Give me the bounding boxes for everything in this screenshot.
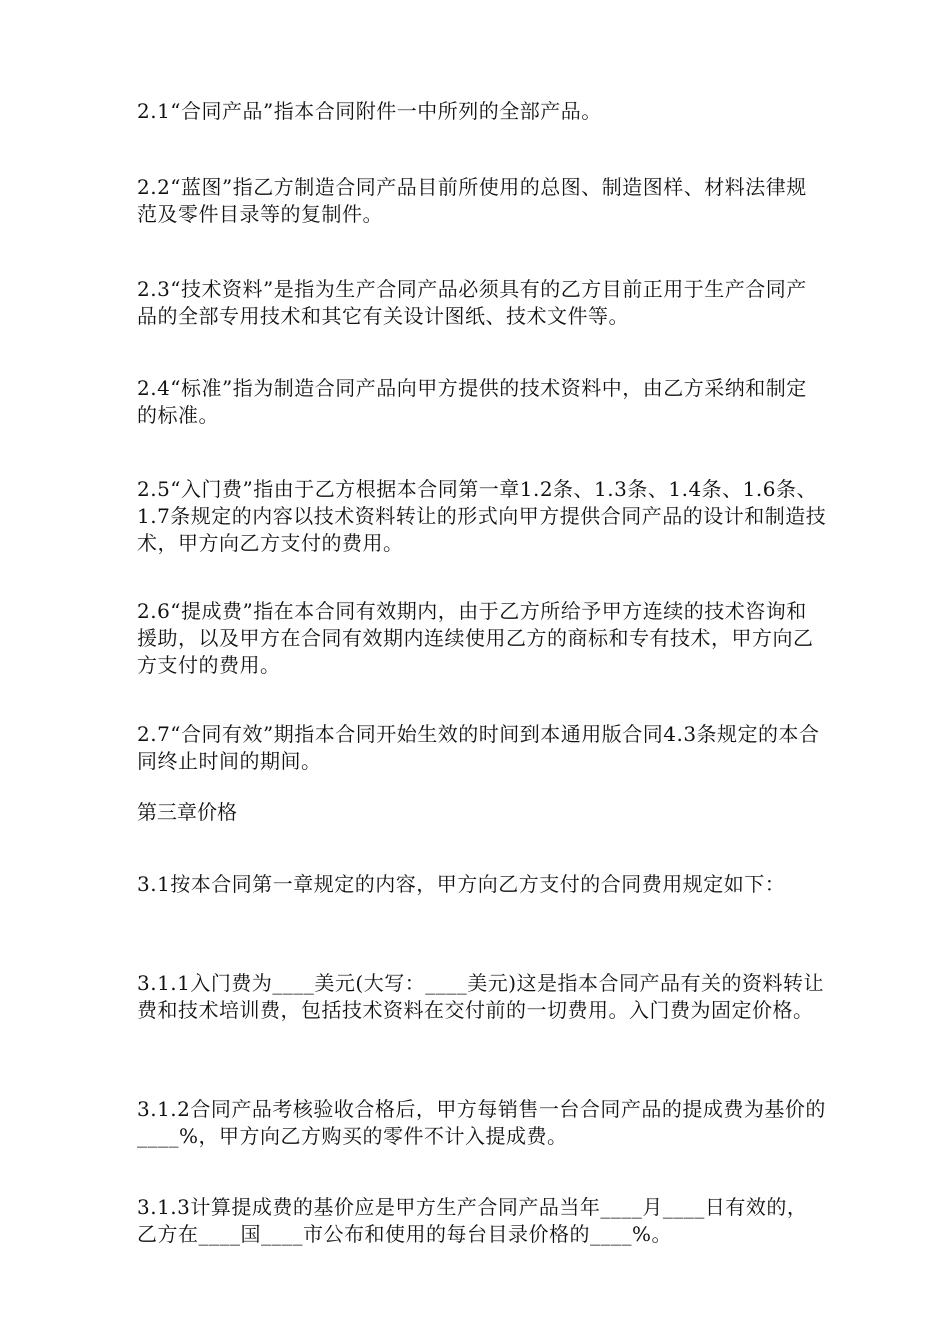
clause-2-6: 2.6“提成费”指在本合同有效期内，由于乙方所给予甲方连续的技术咨询和援助，以及甲方在合同有效期内连续使用乙方的商标和专有技术，甲方向乙方支付的费用。 bbox=[137, 599, 814, 677]
clause-2-3: 2.3“技术资料”是指为生产合同产品必须具有的乙方目前正用于生产合同产品的全部专用技术和其它有关设计图纸、技术文件等。 bbox=[137, 277, 807, 328]
clause-2-1: 2.1“合同产品”指本合同附件一中所列的全部产品。 bbox=[137, 99, 602, 123]
clause-3-1-2: 3.1.2合同产品考核验收合格后，甲方每销售一台合同产品的提成费为基价的____%，甲方向乙方购买的零件不计入提成费。 bbox=[137, 1097, 826, 1148]
clause-2-7: 2.7“合同有效”期指本合同开始生效的时间到本通用版合同4.3条规定的本合同终止时间的期间。 bbox=[137, 722, 820, 773]
clause-3-1-3: 3.1.3计算提成费的基价应是甲方生产合同产品当年____月____日有效的，乙方在____国____市公布和使用的每台目录价格的____%。 bbox=[137, 1195, 808, 1246]
chapter-heading: 第三章价格 bbox=[137, 800, 237, 824]
clause-3-1-1: 3.1.1入门费为____美元(大写：____美元)这是指本合同产品有关的资料转让费和技术培训费，包括技术资料在交付前的一切费用。入门费为固定价格。 bbox=[137, 971, 824, 1022]
clause-2-2: 2.2“蓝图”指乙方制造合同产品目前所使用的总图、制造图样、材料法律规范及零件目录等的复制件。 bbox=[137, 175, 807, 226]
clause-2-4: 2.4“标准”指为制造合同产品向甲方提供的技术资料中，由乙方采纳和制定的标准。 bbox=[137, 376, 807, 427]
clause-2-5: 2.5“入门费”指由于乙方根据本合同第一章1.2条、1.3条、1.4条、1.6条、1.7条规定的内容以技术资料转让的形式向甲方提供合同产品的设计和制造技术，甲方向乙方支付的费用。 bbox=[137, 477, 827, 555]
clause-3-1: 3.1按本合同第一章规定的内容，甲方向乙方支付的合同费用规定如下： bbox=[137, 872, 786, 896]
